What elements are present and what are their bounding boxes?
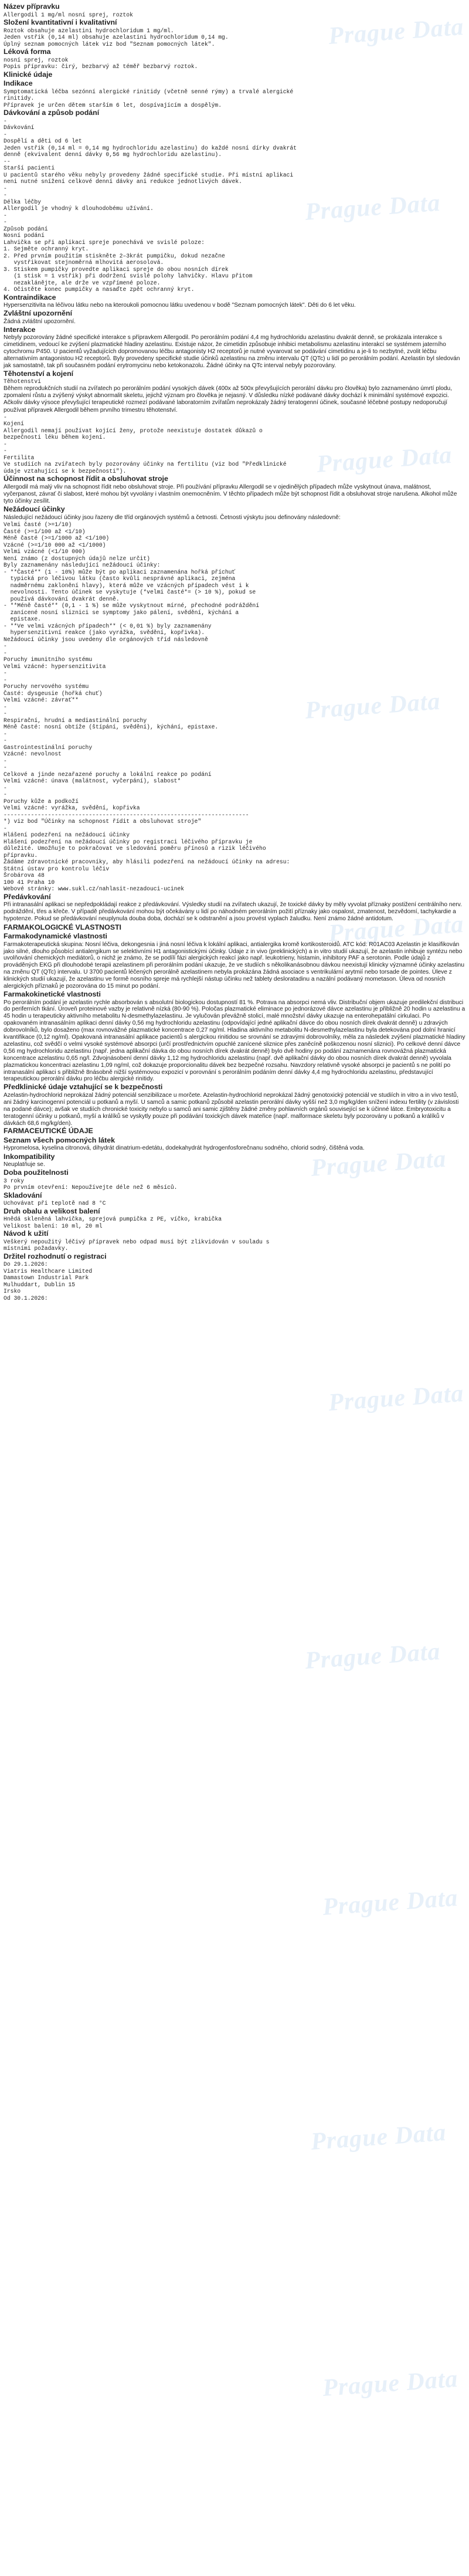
section-farmakokin <box>4 990 465 1083</box>
section-heading: Kontraindikace <box>4 293 56 301</box>
section-predklin <box>4 1083 465 1127</box>
section-body: Farmakoterapeutická skupina: Nosní léčiva, dekongesnia i jiná nosní léčiva k lokální aplikaci, antialergika kromě kortikosteroidů. ATC kód: R01AC03 Azelastin je klasifikován jako silné, dlouho působící antialergikum se selektivními H1 antagonistickými účinky. Údaje z in vivo (preklinických) a in vitro studií ukazují, že azelastin inhibuje syntézu nebo uvolňování chemických mediátorů, o nichž je známo, že se podílí fázi alergických reakcí jako např. leukotrieny, histamin, inhibitory PAF a serotonin. Podle údajů z prováděných EKG při dlouhodobé terapii azelastinem při perorálním podání ukazuje, že ve studiích s několikanásobnou dávkou neexistují klinicky významné účinky azelastinu na změnu QT (QTc) intervalu. U 3700 pacientů léčených perorálně azelastinem nebyla prokázána žádná asociace s ventrikulární arytmií nebo torsade de pointes. Úleve z klinických studií ukazují, že azelastinu ve formě nosního spreje má rychlejší nástup účinku než tablety desloratadinu a nazální podávaný mometason. Úleva od nosních alergických příznaků je pozorována do 15 minut po podání. <box>4 941 465 990</box>
section-body: Po perorálním podání je azelastin rychle absorbován s absolutní biologickou dostupností 81 %. Potrava na absorpci nemá vliv. Distribuční objem ukazuje predilekční distribuci do periferních tkání. Úroveň proteinové vazby je relativně nízká (80-90 %). Poločas plazmatické eliminace po jednorázové dávce azelastinu je přibližně 20 hodin u azelastinu a 45 hodin u terapeuticky aktivního metabolitu N-desmethylazelastinu. Je vylučován převážně stolicí, malé množství dávky ukazuje na enterohepatální cirkulaci. Po opakovaném intranasálním aplikaci denní dávky 0,56 mg hydrochloridu azelastinu (odpovídající jedné aplikační dávce do obou nosních dírek dvakrát denně) u zdravých dobrovolníků, bylo dosaženo (max rovnovážné plazmatické koncentrace 0,27 ng/ml. Hladina aktivního metabolitu N-desmethylazelastinu byla detekována pod dolní hranicí kvantifikace (0,12 ng/ml). Opakovaná intranasální aplikace pacientů s alergickou rinitidou se srovnání se zdravými dobrovolníky, měla za následek zvýšení plazmatické hladiny azelastinu, což svědčí o velmi vysoké systémové absorpci (určí prostřednictvím opuchlé zanícené sliznice přes zaněcíně poškozenou nosní sliznici). Po celkové denní dávce 0,56 mg hydrochloridu azelastinu (např. jedna aplikační dávka do obou nosních dírek dvakrát denně) bylo dvě hodiny po podání zaznamenána rovnovážná plazmatická koncentrace azelastinu 0,65 ng/l. Zdvojnásobení denní dávky 1,12 mg hydrochloridu azelastinu (např. dvě aplikační dávky do obou nosních dírek dvakrát denně) vyvolala plazmatickou koncentraci azelastinu 1,09 ng/ml, což dokazuje proporcionalitu dávek bez bezpečné rozsahu. Navzdory relativně vysoké absorpci je pacientů s ne polití po intranasální aplikaci s přibližně 8násobně nižší systémovou expozicí v porovnání s perorálním podáním denní dávky 4,4 mg hydrochloridu azelastinu, představující terapeutickou perorální dávku pro léčbu alergické rinitidy. <box>4 999 465 1083</box>
section-heading: Předklinické údaje vztahující se k bezpečnosti <box>4 1083 163 1092</box>
section-nazev <box>4 2 465 18</box>
watermark-logo: Prague Data <box>304 687 441 725</box>
section-heading: Farmakodynamické vlastnosti <box>4 932 107 941</box>
section-uchovavani <box>4 1191 465 1207</box>
watermark-logo: Prague Data <box>304 189 441 226</box>
section-predavkovani <box>4 893 465 923</box>
section-heading: Inkompatibility <box>4 1152 55 1161</box>
section-body-part: Velmi časté (>=1/10) Časté (>=1/100 až <1/10) Méně časté (>=1/1000 až <1/100) Vzácné (>=1/10 000 až <1/1000) Velmi vzácné (<1/10 000) Není známo (z dostupných údajů nelze určit) Byly zaznamenány následující nežádoucí účinky: - **Časté** (1 - 10%) může být po aplikaci zaznamenána hořká příchuť typická pro léčivou látku (často kvůli nesprávné aplikaci, zejména nadměrnému zaklonění hlavy), která může ve vzácných případech vést i k nevolnosti. Tento účinek se vyskytuje (*velmi časté*= (> 10 %), pokud se používá dávkování dvakrát denně. - **Méně časté** (0,1 - 1 %) se může vyskytnout mírné, přechodné podráždění zanícené nosní sliznici se symptomy jako pálení, svědění, kýchání a epistaxe. - **Ve velmi vzácných případech** (< 0,01 %) byly zaznamenány hypersenzitivní reakce (jako vyrážka, svědění, kopřivka). Nežádoucí účinky jsou uvedeny dle orgánových tříd následovně - - Poruchy imunitního systému Velmi vzácné: hypersenzitivita - - Poruchy nervového systému Časté: dysgeusie (hořká chuť) Velmi vzácné: závrať** - - Respirační, hrudní a mediastinální poruchy Méně časté: nosní obtíže (štípání, svědění), kýchání, epistaxe. - - Gastrointestinální poruchy Vzácné: nevolnost - - Celkové a jinde nezařazené poruchy a lokální reakce po podání Velmi vzácné: únava (malátnost, vyčerpání), slabost* - - Poruchy kůže a podkoží Velmi vzácné: vyrážka, svědění, kopřivka ------------------------------------------------------------------------ *) viz bod "Účinky na schopnost řídit a obsluhovat stroje" - Hlášení podezření na nežádoucí účinky Hlášení podezření na nežádoucí účinky po registraci léčivého přípravku je důležité. Umožňuje to pokračovat ve sledování poměru přínosů a rizik léčivého přípravku. Žádáme zdravotnické pracovníky, aby hlásili podezření na nežádoucí účinky na adresu: Státní ústav pro kontrolu léčiv Šrobárova 48 100 41 Praha 10 Webové stránky: www.sukl.cz/nahlasit-nezadouci-ucinek <box>4 521 290 893</box>
section-body-part: Těhotenství <box>4 378 41 385</box>
section-heading: Doba použitelnosti <box>4 1168 69 1177</box>
section-drzitel <box>4 1252 465 1302</box>
section-farmakodyn <box>4 932 465 990</box>
watermark-logo: Prague Data <box>327 1379 465 1417</box>
section-farmaceut <box>4 1127 465 1136</box>
section-indikace <box>4 79 465 109</box>
section-rizeni <box>4 474 465 505</box>
section-body: Neuplatňuje se. <box>4 1161 45 1168</box>
section-heading: Složení kvantitativní i kvalitativní <box>4 18 117 26</box>
section-body-part: - Kojení Allergodil nemají používat kojící ženy, protože neexistuje dostatek důkazů o bezpečnosti léku během kojení. - - Fertilita Ve studiích na zvířatech byly pozorovány účinky na fertilitu (viz bod "Předklinické údaje vztahující se k bezpečnosti"). <box>4 413 287 474</box>
section-body: Nebyly pozorovány žádné specifické interakce s přípravkem Allergodil. Po perorálním podání 4,4 mg hydrochloridu azelastinu dvakrát denně, se prokázala interakce s cimetidinem, vedoucí ke zvýšení plazmatické hladiny azelastinu. Existuje názor, že cimetidin způsobuje inhibici metabolismu azelastinu interakcí se systémem jaterního cytochromu P450. U pacientů vyžadujících dopromovanou léčbu antagonisty H2 receptorů je nutné vyvarovat se podávání cimetidinu a je-li to nezbytné, zvolit léčbu alternativním antagonistou H2 receptorů. Byly provedeny specifické studie účinků azelastinu na změnu intervalu QT (QTc) u lidí po perorálním podání. Azelastin byl sledován jak samostatně, tak při současném podání erytromycinu nebo ketokonazolu. Žádné účinky na QTc interval nebyly pozorovány. <box>4 334 460 370</box>
section-farmako <box>4 923 465 933</box>
section-body: Azelastin-hydrochlorid neprokázal žádný potenciál senzibilizace u morčete. Azelastin-hydrochlorid neprokázal žádný genotoxický potenciál ve studiích in vitro a in vivo testů, ani žádný karcinogenní potenciál u potkanů a myší. U samců a samic potkanů způsobil azelastin perorální dávky vyšší než 3,0 mg/kg/den snížení indexu fertility (v závislosti na podané dávce); avšak ve studiích chronické toxicity nebylo u samců ani samic zjištěny žádné změny pohlavních orgánů související se k účinné látce. Embryotoxicitu a teratogenní účinky u potkanů, myší a králíků se vyskytly pouze při podávání toxických dávek mateřice (např. malformace skeletu byly pozorovány u potkanů a králíků v dávkách 68,6 mg/kg/den). <box>4 1092 459 1127</box>
section-upozorneni <box>4 309 465 326</box>
watermark-logo: Prague Data <box>327 13 465 50</box>
section-klinicke <box>4 70 465 80</box>
section-forma <box>4 48 465 70</box>
section-body: Do 29.1.2026: Viatris Healthcare Limited Damastown Industrial Park Mulhuddart, Dublin 15 Irsko Od 30.1.2026: <box>4 1261 93 1301</box>
section-likvidace <box>4 1229 465 1252</box>
watermark-logo: Prague Data <box>304 1638 441 1675</box>
watermark-logo: Prague Data <box>321 1884 459 1921</box>
section-slozeni <box>4 18 465 48</box>
section-heading: FARMACEUTICKÉ ÚDAJE <box>4 1127 93 1136</box>
section-heading: Indikace <box>4 79 33 87</box>
section-obal <box>4 1207 465 1230</box>
section-heading: Zvláštní upozornění <box>4 309 73 318</box>
section-body: nosní sprej, roztok Popis přípravku: čirý, bezbarvý až téměř bezbarvý roztok. <box>4 56 198 70</box>
section-heading: Léková forma <box>4 48 51 56</box>
section-heading: Interakce <box>4 325 36 334</box>
section-heading: Klinické údaje <box>4 70 53 79</box>
section-body-part: Následující nežádoucí účinky jsou řazeny dle tříd orgánových systémů a četnosti. Četnosti výskytu jsou definovány následovně: <box>4 514 341 521</box>
section-heading: Druh obalu a velikost balení <box>4 1206 100 1215</box>
section-body: Symptomatická léčba sezónní alergické rinitidy (včetně senné rýmy) a trvalé alergické rinitidy. Přípravek je určen dětem starším 6 let, dospívajícím a dospělým. <box>4 88 294 109</box>
section-heading: Skladování <box>4 1191 42 1199</box>
section-heading: FARMAKOLOGICKÉ VLASTNOSTI <box>4 923 122 931</box>
section-body: Roztok obsahuje azelastini hydrochloridum 1 mg/ml. Jeden vstřik (0,14 ml) obsahuje azelastini hydrochloridum 0,14 mg. Úplný seznam pomocných látek viz bod "Seznam pomocných látek". <box>4 27 229 48</box>
section-heading: Předávkování <box>4 892 51 901</box>
watermark-logo: Prague Data <box>321 2365 459 2402</box>
section-body: Při intranasální aplikaci se nepředpokládají reakce z předávkování. Výsledky studií na zvířatech ukazují, že toxické dávky by měly vyvolat příznaky postižení centrálního nerv. podráždění, třes a křeče. V případě předávkování mohou být očekávány u lidí po náhodném perorálním požití příznaky jako ospalost, zmatenost, bezvědomí, tachykardie a hypotenze. Pokud se předávkování neuplynula douba doba, dochází se k odstranění a jsou provést vyplach žaludku. Není známo žádné antidotum. <box>4 901 462 923</box>
section-heading: Nežádoucí účinky <box>4 505 65 514</box>
section-neziaduci <box>4 505 465 892</box>
section-pomocne <box>4 1136 465 1153</box>
section-heading: Seznam všech pomocných látek <box>4 1136 115 1144</box>
section-body: Veškerý nepoužitý léčivý přípravek nebo odpad musí být zlikvidován v souladu s místními požadavky. <box>4 1238 270 1252</box>
section-heading: Název přípravku <box>4 2 60 11</box>
section-tehotenstvi <box>4 370 465 474</box>
section-heading: Držitel rozhodnutí o registraci <box>4 1252 107 1260</box>
section-doba <box>4 1168 465 1191</box>
section-heading: Těhotenství a kojení <box>4 369 74 378</box>
section-kontra <box>4 293 465 310</box>
section-body: Allergodil má malý vliv na schopnost řídit nebo obsluhovat stroje. Při používání přípravku Allergodil se v ojedinělých případech může vyskytnout únava, malátnost, vyčerpanost, závrať či slabost, které mohou být vyvolány i vlastním onemocněním. V těchto případech může být schopnost řídit a obsluhovat stroje narušena. Alkohol může tyto účinky zesílit. <box>4 483 457 505</box>
watermark-logo: Prague Data <box>315 441 453 479</box>
watermark-logo: Prague Data <box>310 1145 447 1182</box>
section-interakce <box>4 326 465 370</box>
section-body: Uchovávat při teplotě nad 8 °C <box>4 1200 106 1207</box>
watermark-logo: Prague Data <box>327 910 465 948</box>
section-body: Hnědá skleněná lahvička, sprejová pumpička z PE, víčko, krabička Velikost balení: 10 ml, 20 ml <box>4 1216 222 1229</box>
section-body: Hypromelosa, kyselina citronová, dihydrát dinatrium-edetátu, dodekahydrát hydrogenfosforečnanu sodného, chlorid sodný, čištěná voda. <box>4 1145 365 1152</box>
watermark-logo: Prague Data <box>310 2119 447 2156</box>
section-heading: Farmakokinetické vlastnosti <box>4 990 101 999</box>
section-body-part: Během reprodukčních studií na zvířatech po perorálním podání vysokých dávek (400x až 500x převyšujících perorální dávku pro člověka) bylo zaznamenáno úmrtí plodu, zpomalení růstu a zvýšený výskyt abnormalit skeletu, jejichž význam pro člověka je nejasný. V důsledku nízké podávané dávky dochází k minimální systémové expozici. Ačkoliv dávky výsoce převyšující terapeutické rozmezí podávané laboratorním zvířatům neprokázaly žádný teratogenní účinek, současné léčebné postupy nedoporučují používat přípravek Allergodil během prvního trimestru těhotenství. <box>4 385 453 413</box>
section-heading: Účinnost na schopnost řídit a obsluhovat stroje <box>4 474 168 483</box>
section-body: Žádná zvláštní upozornění. <box>4 318 76 325</box>
section-body: - Dávkování - Dospělí a děti od 6 let Jeden vstřik (0,14 ml = 0,14 mg hydrochloridu azelastinu) do každé nosní dírky dvakrát denně (ekvivalent denní dávky 0,56 mg hydrochloridu azelastinu). -- Starší pacienti U pacientů starého věku nebyly provedeny žádné specifické studie. Při místní aplikaci neni nutné snížení celkové denní dávky ani redukce jednotlivých dávek. - - Délka léčby Allergodil je vhodný k dlouhodobému užívání. - - Způsob podání Nosní podání Lahvička se při aplikaci spreje ponechává ve svislé poloze: 1. Sejměte ochranný kryt. 2. Před prvním použitím stiskněte 2–3krát pumpičku, dokud nezačne vystřikovat stejnoměrná mlhovitá aerosolová. 3. Stiskem pumpičky provedte aplikaci spreje do obou nosních dírek (1 stisk = 1 vstřik) při dodržení svislé polohy lahvičky. Hlavu přitom nezaklánějte, ale drže ve vzpřímené poloze. 4. Očistěte konec pumpičky a nasaďte zpět ochranný kryt. <box>4 117 297 293</box>
section-inkompat <box>4 1153 465 1169</box>
section-davkovani <box>4 109 465 293</box>
section-body: Allergodil 1 mg/ml nosní sprej, roztok <box>4 11 133 18</box>
section-body: Hypersenzitivita na léčivou látku nebo na kteroukoli pomocnou látku uvedenou v bodě "Seznam pomocných látek". Děti do 6 let věku. <box>4 302 356 309</box>
section-heading: Dávkování a způsob podání <box>4 109 100 117</box>
section-body: 3 roky Po prvním otevření: Nepoužívejte déle než 6 měsíců. <box>4 1177 178 1191</box>
section-heading: Návod k užití <box>4 1229 49 1238</box>
